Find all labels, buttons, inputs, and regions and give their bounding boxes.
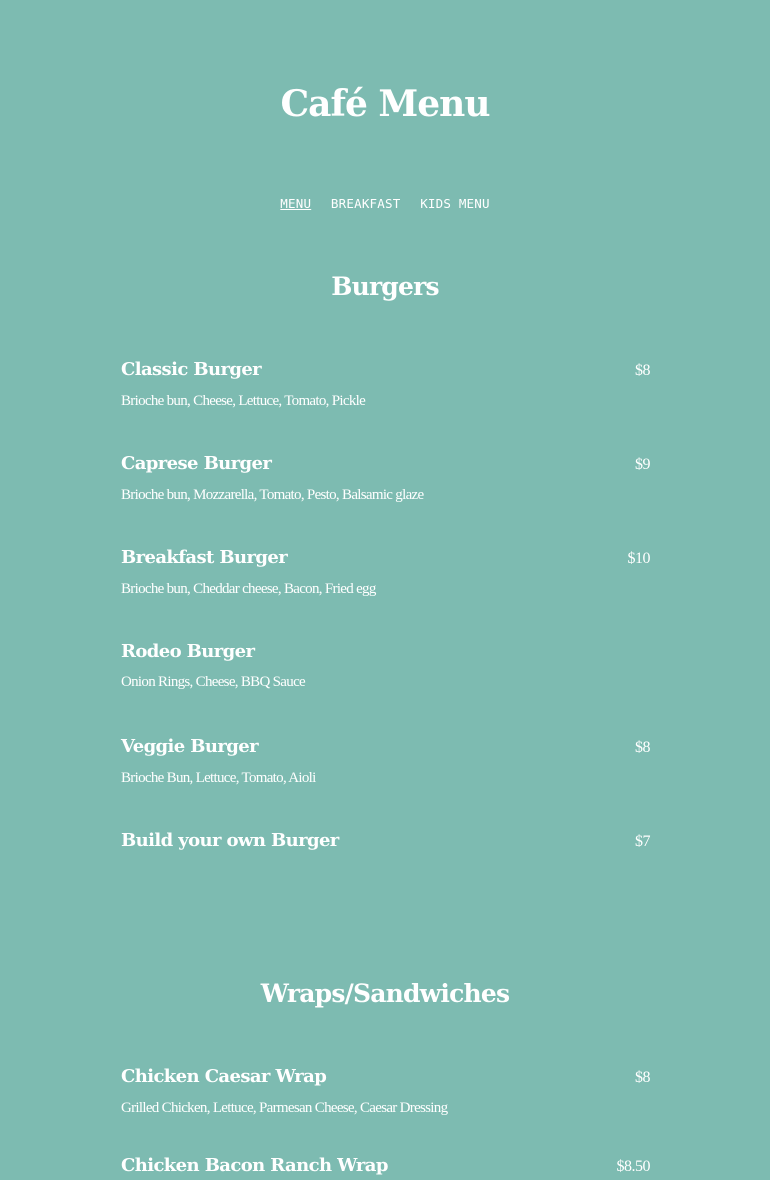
item-description: Onion Rings, Cheese, BBQ Sauce (121, 674, 305, 690)
item-description: Brioche bun, Mozzarella, Tomato, Pesto, Balsamic glaze (121, 487, 424, 503)
item-price: $8 (635, 739, 650, 756)
nav-breakfast-link[interactable]: BREAKFAST (330, 196, 401, 211)
menu-nav (0, 195, 770, 213)
item-description: Brioche bun, Cheese, Lettuce, Tomato, Pickle (121, 393, 366, 409)
item-description: Grilled Chicken, Lettuce, Parmesan Cheese, Caesar Dressing (121, 1100, 448, 1116)
item-price: $8.50 (616, 1158, 650, 1175)
menu-item-rodeo-burger (121, 639, 650, 693)
item-name: Breakfast Burger (121, 547, 288, 568)
item-name: Build your own Burger (121, 830, 339, 851)
menu-item-caprese-burger (121, 451, 650, 506)
item-name: Chicken Caesar Wrap (121, 1066, 327, 1087)
item-price: $8 (635, 362, 650, 379)
item-description: Brioche bun, Cheddar cheese, Bacon, Fried egg (121, 581, 376, 597)
item-price: $10 (627, 550, 650, 567)
item-price: $7 (635, 833, 650, 850)
menu-item-chicken-caesar-wrap (121, 1064, 650, 1119)
section-title-wraps-sandwiches: Wraps/Sandwiches (260, 979, 510, 1008)
item-name: Veggie Burger (121, 736, 258, 757)
item-description: Brioche Bun, Lettuce, Tomato, Aioli (121, 770, 316, 786)
section-title-burgers: Burgers (331, 272, 439, 301)
menu-item-chicken-bacon-ranch-wrap (121, 1153, 650, 1180)
nav-menu-link[interactable]: MENU (280, 196, 312, 211)
item-price: $8 (635, 1069, 650, 1086)
item-name: Chicken Bacon Ranch Wrap (121, 1155, 388, 1176)
item-name: Classic Burger (121, 359, 262, 380)
nav-kids-menu-link[interactable]: KIDS MENU (420, 196, 490, 211)
item-price: $9 (635, 456, 650, 473)
page-title: Café Menu (280, 83, 490, 125)
item-name: Caprese Burger (121, 453, 272, 474)
menu-item-breakfast-burger (121, 545, 650, 600)
menu-item-classic-burger (121, 357, 650, 412)
menu-item-veggie-burger (121, 734, 650, 789)
menu-item-build-your-own-burger (121, 828, 650, 855)
item-name: Rodeo Burger (121, 641, 255, 662)
